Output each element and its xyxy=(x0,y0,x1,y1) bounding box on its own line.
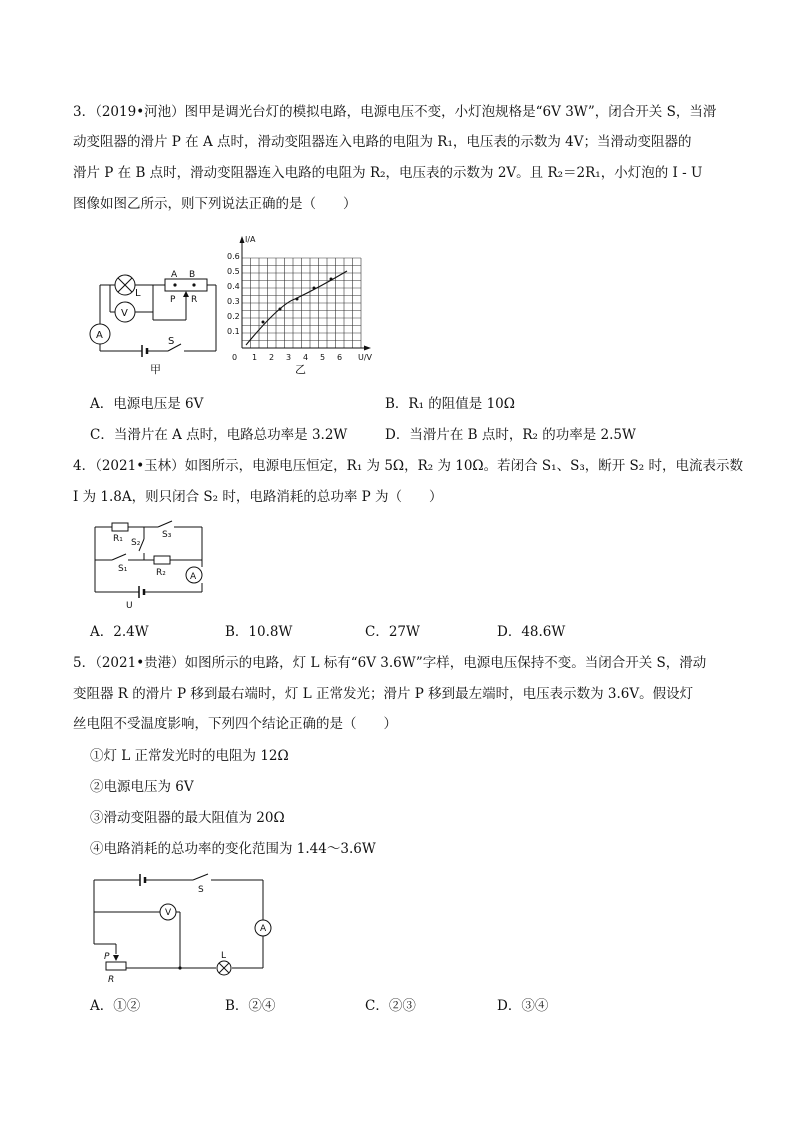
q3-circuit-figure xyxy=(88,262,228,377)
caption-jia: 甲 xyxy=(150,363,161,376)
rheostat-icon xyxy=(165,279,207,291)
q4-option-c[interactable]: C．27W xyxy=(365,624,420,640)
label-R: R xyxy=(191,295,198,305)
q5-statement-3: ③滑动变阻器的最大阻值为 20Ω xyxy=(90,810,285,826)
label-A: A xyxy=(96,330,103,341)
label-r1: R₁ xyxy=(113,534,123,544)
q4-line-2: I 为 1.8A，则只闭合 S₂ 时，电路消耗的总功率 P 为（ ） xyxy=(73,489,443,505)
label-p: P xyxy=(104,952,110,962)
xtick-0: 0 xyxy=(232,353,238,362)
q3-line-1: 3．（2019•河池）图甲是调光台灯的模拟电路，电源电压不变，小灯泡规格是“6V 3W”，闭合开关 S，当滑 xyxy=(73,104,717,120)
q3-line-3: 滑片 P 在 B 点时，滑动变阻器连入电路的电阻为 R₂，电压表的示数为 2V。且 R₂＝2R₁，小灯泡的 I - U xyxy=(73,165,703,181)
rheostat-icon xyxy=(106,962,126,970)
label-r2: R₂ xyxy=(156,568,166,578)
q4-option-a[interactable]: A．2.4W xyxy=(90,624,149,640)
xtick-1: 1 xyxy=(252,353,258,362)
q5-option-b[interactable]: B．②④ xyxy=(225,998,276,1014)
xtick-3: 3 xyxy=(286,353,292,362)
ytick-0.3: 0.3 xyxy=(227,297,240,306)
resistor-r2-icon xyxy=(154,556,170,564)
label-r: R xyxy=(108,975,115,985)
q5-circuit-figure xyxy=(88,872,273,987)
label-L: L xyxy=(135,288,141,299)
q4-line-1: 4．（2021•玉林）如图所示，电源电压恒定，R₁ 为 5Ω，R₂ 为 10Ω。若闭合 S₁、S₃，断开 S₂ 时，电流表示数 xyxy=(73,458,743,474)
label-P: P xyxy=(170,295,176,305)
q3-iu-graph xyxy=(225,232,385,377)
label-s: S xyxy=(198,885,204,895)
q5-line-3: 丝电阻不受温度影响，下列四个结论正确的是（ ） xyxy=(73,716,397,732)
xtick-6: 6 xyxy=(337,353,343,362)
label-u: U xyxy=(126,601,133,611)
y-axis-label: I/A xyxy=(245,235,256,244)
label-S: S xyxy=(168,336,175,347)
resistor-r1-icon xyxy=(112,523,128,531)
q5-option-a[interactable]: A．①② xyxy=(90,998,141,1014)
q5-statement-2: ②电源电压为 6V xyxy=(90,779,194,795)
q3-line-4: 图像如图乙所示，则下列说法正确的是（ ） xyxy=(73,196,357,212)
q3-line-2: 动变阻器的滑片 P 在 A 点时，滑动变阻器连入电路的电阻为 R₁，电压表的示数为 4V；当滑动变阻器的 xyxy=(73,134,692,150)
q5-line-2: 变阻器 R 的滑片 P 移到最右端时，灯 L 正常发光；滑片 P 移到最左端时，电压表示数为 3.6V。假设灯 xyxy=(73,686,694,702)
q4-option-d[interactable]: D．48.6W xyxy=(497,624,566,640)
label-V: V xyxy=(121,308,128,319)
q3-option-b[interactable]: B．R₁ 的阻值是 10Ω xyxy=(385,396,515,412)
q3-option-c[interactable]: C．当滑片在 A 点时，电路总功率是 3.2W xyxy=(90,427,348,443)
q5-statement-1: ①灯 L 正常发光时的电阻为 12Ω xyxy=(90,748,289,764)
q5-statement-4: ④电路消耗的总功率的变化范围为 1.44～3.6W xyxy=(90,841,376,857)
label-s3: S₃ xyxy=(162,530,172,540)
q3-option-a[interactable]: A．电源电压是 6V xyxy=(90,396,204,412)
label-l: L xyxy=(221,951,227,961)
caption-yi: 乙 xyxy=(295,363,306,376)
label-a: A xyxy=(260,924,267,934)
q5-option-d[interactable]: D．③④ xyxy=(497,998,549,1014)
label-s2: S₂ xyxy=(131,538,141,548)
xtick-4: 4 xyxy=(303,353,309,362)
ytick-0.1: 0.1 xyxy=(227,327,240,336)
q4-circuit-figure xyxy=(88,515,213,615)
label-v: V xyxy=(165,908,172,918)
q5-line-1: 5．（2021•贵港）如图所示的电路，灯 L 标有“6V 3.6W”字样，电源电压保持不变。当闭合开关 S，滑动 xyxy=(73,655,707,671)
label-point-b: B xyxy=(189,270,196,280)
label-point-a: A xyxy=(171,270,178,280)
iu-curve xyxy=(246,271,347,345)
label-s1: S₁ xyxy=(118,564,128,574)
ytick-0.5: 0.5 xyxy=(227,267,240,276)
ytick-0.6: 0.6 xyxy=(227,252,240,261)
label-a: A xyxy=(190,572,197,582)
ytick-0.4: 0.4 xyxy=(227,282,240,291)
q5-option-c[interactable]: C．②③ xyxy=(365,998,416,1014)
q4-option-b[interactable]: B．10.8W xyxy=(225,624,293,640)
xtick-2: 2 xyxy=(269,353,275,362)
ytick-0.2: 0.2 xyxy=(227,312,240,321)
q3-option-d[interactable]: D．当滑片在 B 点时，R₂ 的功率是 2.5W xyxy=(385,427,636,443)
x-axis-label: U/V xyxy=(358,353,373,362)
xtick-5: 5 xyxy=(320,353,326,362)
